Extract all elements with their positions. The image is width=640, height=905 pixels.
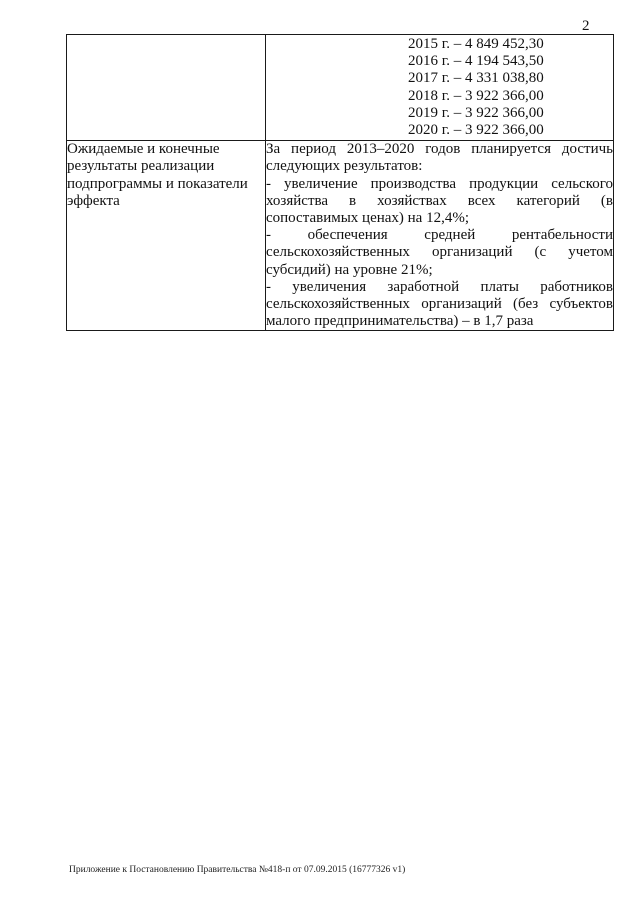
result-item-production: - увеличение производства продукции сельского хозяйства в хозяйствах всех категорий (в сопоставимых ценах) на 12,4%; <box>266 175 613 227</box>
results-cell <box>266 141 614 331</box>
results-intro: За период 2013–2020 годов планируется достичь следующих результатов: <box>266 141 613 175</box>
funding-line-2016: 2016 г. – 4 194 543,50 <box>408 53 544 70</box>
funding-line-2020: 2020 г. – 3 922 366,00 <box>408 122 544 139</box>
results-row <box>67 141 614 331</box>
passport-table <box>66 34 614 331</box>
footer-note: Приложение к Постановлению Правительства №418-п от 07.09.2015 (16777326 v1) <box>69 865 406 875</box>
funding-row <box>67 35 614 141</box>
funding-label-cell <box>67 35 266 141</box>
funding-line-2015: 2015 г. – 4 849 452,30 <box>408 36 544 52</box>
funding-line-2018: 2018 г. – 3 922 366,00 <box>408 87 544 104</box>
funding-line-2019: 2019 г. – 3 922 366,00 <box>408 104 544 121</box>
results-label: Ожидаемые и конечные результаты реализации подпрограммы и показатели эффекта <box>67 141 266 331</box>
result-item-profitability: - обеспечения средней рентабельности сельскохозяйственных организаций (с учетом субсидий) на уровне 21%; <box>266 227 613 278</box>
funding-line-2017: 2017 г. – 4 331 038,80 <box>408 70 544 87</box>
result-item-wages: - увеличения заработной платы работников сельскохозяйственных организаций (без субъектов малого предпринимательства) – в 1,7 раза <box>266 278 613 330</box>
funding-values-cell <box>266 35 614 141</box>
page-number: 2 <box>582 18 590 34</box>
funding-list <box>266 35 613 140</box>
